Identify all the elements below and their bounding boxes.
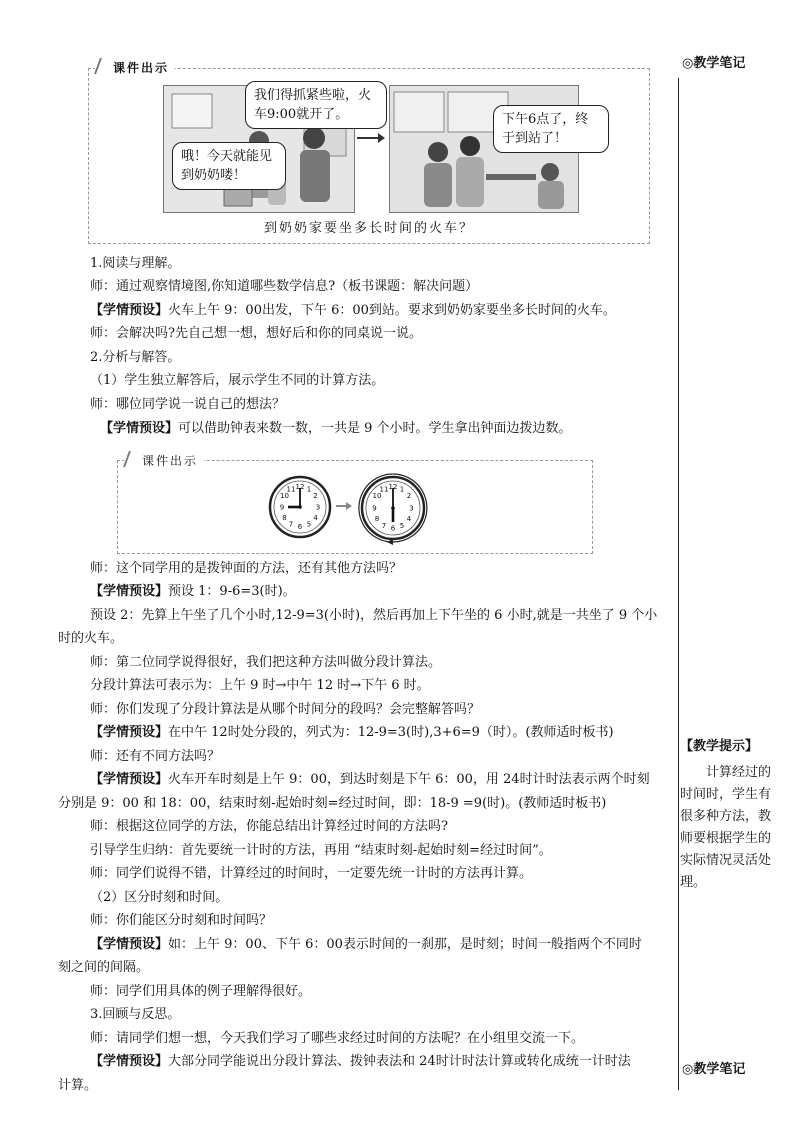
- text-line-10: 【学情预设】预设 1：9-6=3(时)。: [90, 584, 296, 599]
- svg-text:6: 6: [390, 524, 396, 533]
- text-line-17: 师：还有不同方法吗？: [90, 749, 221, 764]
- text-line-18: 【学情预设】火车开车时刻是上午 9：00，到达时刻是下午 6：00，用 24时计时法表示两个时刻: [90, 772, 650, 787]
- text-line-22: 师：同学们说得不错，计算经过的时间时，一定要先统一计时的方法再计算。: [90, 866, 533, 881]
- text-line-7: 师：哪位同学说一说自己的想法？: [90, 397, 286, 412]
- text-line-6: （1）学生独立解答后，展示学生不同的计算方法。: [90, 373, 385, 388]
- speech-bubble-mom: 我们得抓紧些啦，火车9:00就开了。: [245, 81, 387, 129]
- svg-text:6: 6: [297, 523, 303, 531]
- teaching-tip-body: 计算经过的时间时，学生有很多种方法，教师要根据学生的实际情况灵活处理。: [680, 765, 772, 890]
- courseware-box-train: [88, 61, 650, 244]
- teaching-notes-heading-bottom: ◎教学笔记: [682, 1062, 746, 1077]
- svg-text:10: 10: [372, 492, 382, 500]
- text-line-26: 刻之间的间隔。: [58, 960, 150, 975]
- svg-text:2: 2: [313, 492, 318, 500]
- svg-text:8: 8: [374, 515, 380, 523]
- teaching-tip-title: 【教学提示】: [680, 739, 759, 754]
- svg-text:7: 7: [381, 522, 387, 530]
- text-line-28: 3.回顾与反思。: [90, 1007, 181, 1022]
- svg-text:9: 9: [279, 503, 285, 512]
- teaching-tip: [680, 736, 780, 894]
- text-line-4: 师：会解决吗?先自己想一想，想好后和你的同桌说一说。: [90, 326, 422, 341]
- svg-text:4: 4: [313, 514, 318, 522]
- arrow-icon: [357, 137, 383, 139]
- courseware-label: 课件出示: [95, 58, 175, 77]
- svg-text:11: 11: [286, 485, 296, 494]
- svg-text:1: 1: [399, 485, 405, 494]
- text-line-3: 【学情预设】火车上午 9：00出发，下午 6：00到站。要求到奶奶家要坐多长时间的火车。: [90, 303, 616, 318]
- courseware-label-2: 课件出示: [124, 451, 204, 470]
- scene-caption: 到奶奶家要坐多长时间的火车？: [263, 221, 474, 236]
- clock-six-oclock: [356, 471, 430, 545]
- text-line-11: 预设 2：先算上午坐了几个小时,12-9=3(小时)，然后再加上下午坐的 6 小时,就是一共坐了 9 个小: [90, 608, 658, 623]
- text-line-24: 师：你们能区分时刻和时间吗？: [90, 913, 273, 928]
- svg-text:1: 1: [306, 485, 312, 494]
- arrow-icon-clocks: [336, 505, 350, 507]
- text-line-15: 师：你们发现了分段计算法是从哪个时间分的段吗？会完整解答吗？: [90, 702, 481, 717]
- svg-text:5: 5: [306, 520, 312, 529]
- text-line-16: 【学情预设】在中午 12时处分段的，列式为：12-9=3(时),3+6=9（时）。(教师适时板书): [90, 725, 614, 740]
- text-line-8: 【学情预设】可以借助钟表来数一数，一共是 9 个小时。学生拿出钟面边拨边数。: [100, 421, 572, 436]
- text-line-12: 时的火车。: [58, 631, 124, 646]
- text-line-21: 引导学生归纳：首先要统一计时的方法，再用 “结束时刻-起始时刻=经过时间”。: [90, 843, 552, 858]
- text-line-13: 师：第二位同学说得很好，我们把这种方法叫做分段计算法。: [90, 655, 442, 670]
- leaf-icon-2: [123, 451, 141, 467]
- svg-text:8: 8: [282, 514, 287, 522]
- text-line-2: 师：通过观察情境图,你知道哪些数学信息?（板书课题：解决问题）: [90, 279, 479, 294]
- text-line-1: 1.阅读与理解。: [90, 256, 181, 271]
- speech-bubble-girl: 哦！今天就能见到奶奶喽！: [172, 142, 286, 190]
- leaf-icon: [94, 58, 112, 74]
- svg-text:3: 3: [409, 504, 414, 513]
- svg-text:12: 12: [295, 483, 305, 491]
- svg-text:4: 4: [406, 515, 412, 523]
- clock-nine-oclock: [268, 475, 332, 539]
- svg-text:2: 2: [406, 492, 412, 500]
- text-line-30: 【学情预设】大部分同学能说出分段计算法、拨钟表法和 24时计时法计算或转化成统一计时法: [90, 1054, 631, 1069]
- text-line-25: 【学情预设】如：上午 9：00、下午 6：00表示时间的一刹那，是时刻；时间一般指两个不同时: [90, 937, 642, 952]
- svg-text:3: 3: [315, 503, 321, 512]
- svg-text:9: 9: [372, 504, 377, 513]
- text-line-29: 师：请同学们想一想，今天我们学习了哪些求经过时间的方法呢？在小组里交流一下。: [90, 1031, 585, 1046]
- text-line-9: 师：这个同学用的是拨钟面的方法，还有其他方法吗？: [90, 561, 403, 576]
- speech-bubble-arrival: 下午6点了，终于到站了！: [493, 105, 609, 153]
- text-line-19: 分别是 9：00 和 18：00，结束时刻-起始时刻=经过时间，即：18-9 =9(时)。(教师适时板书): [58, 796, 607, 811]
- text-line-14: 分段计算法可表示为：上午 9 时→中午 12 时→下午 6 时。: [90, 678, 430, 693]
- text-line-31: 计算。: [58, 1078, 98, 1093]
- svg-text:7: 7: [288, 520, 294, 529]
- text-line-20: 师：根据这位同学的方法，你能总结出计算经过时间的方法吗?: [90, 819, 448, 834]
- teaching-notes-heading-top: ◎教学笔记: [682, 56, 746, 71]
- text-line-27: 师：同学们用具体的例子理解得很好。: [90, 984, 312, 999]
- margin-divider: [678, 78, 679, 1090]
- svg-text:5: 5: [399, 522, 405, 530]
- svg-text:10: 10: [280, 492, 289, 500]
- text-line-23: （2）区分时刻和时间。: [90, 890, 229, 905]
- svg-text:12: 12: [388, 483, 398, 491]
- text-line-5: 2.分析与解答。: [90, 350, 181, 365]
- svg-text:11: 11: [379, 485, 389, 494]
- courseware-box-clocks: [117, 454, 593, 554]
